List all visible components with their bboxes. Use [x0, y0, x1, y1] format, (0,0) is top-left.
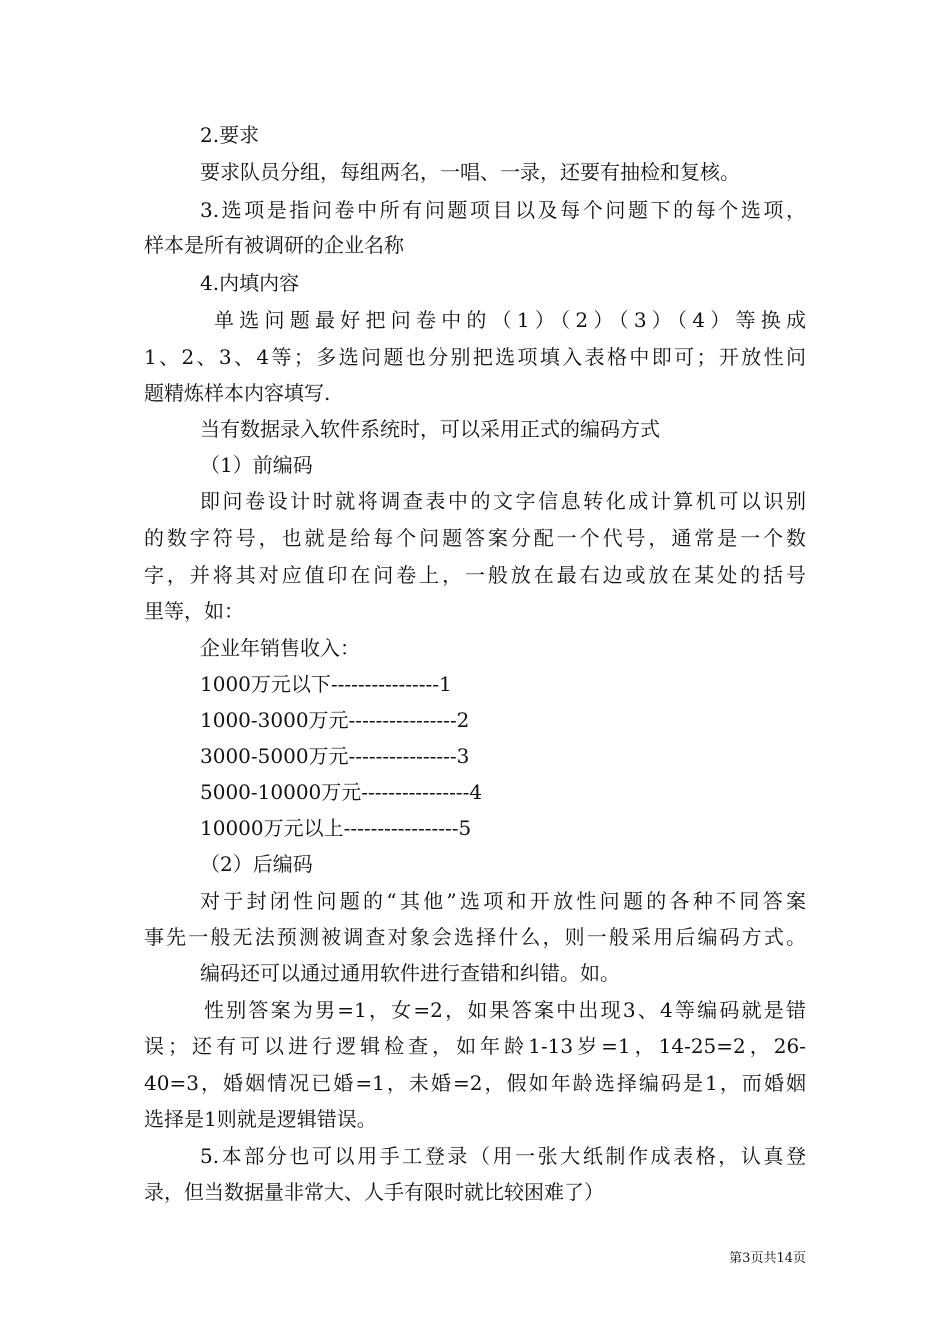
subsection-heading: （1）前编码: [200, 453, 313, 477]
code-option-line: 10000万元以上-----------------5: [200, 816, 472, 840]
subsection-heading: （2）后编码: [200, 852, 313, 876]
text-line: 题精炼样本内容填写.: [144, 381, 331, 405]
text-line: 当有数据录入软件系统时，可以采用正式的编码方式: [200, 417, 660, 441]
text-line: 事先一般无法预测被调查对象会选择什么，则一般采用后编码方式。: [144, 925, 806, 949]
code-option-line: 5000-10000万元----------------4: [200, 780, 483, 804]
code-option-line: 1000-3000万元----------------2: [200, 708, 470, 732]
text-line: 录，但当数据量非常大、人手有限时就比较困难了）: [144, 1180, 604, 1204]
text-line: 要求队员分组，每组两名，一唱、一录，还要有抽检和复核。: [200, 160, 740, 184]
text-line: 性别答案为男=1，女=2，如果答案中出现3、4等编码就是错: [204, 998, 806, 1022]
code-option-line: 3000-5000万元----------------3: [200, 744, 470, 768]
text-line: 1、2、3、4等；多选问题也分别把选项填入表格中即可；开放性问: [144, 345, 806, 369]
text-line: 企业年销售收入：: [200, 636, 360, 660]
text-line: 40=3，婚姻情况已婚=1，未婚=2，假如年龄选择编码是1，而婚姻: [144, 1071, 806, 1095]
text-line: 编码还可以通过通用软件进行查错和纠错。如。: [200, 961, 620, 985]
text-line: 样本是所有被调研的企业名称: [144, 233, 404, 257]
text-line: 5.本部分也可以用手工登录（用一张大纸制作成表格，认真登: [200, 1144, 806, 1168]
text-line: 即问卷设计时就将调查表中的文字信息转化成计算机可以识别: [200, 489, 806, 513]
text-line: 单选问题最好把问卷中的（1）（2）（3）（4）等换成: [214, 308, 806, 332]
text-line: 选择是1则就是逻辑错误。: [144, 1107, 377, 1131]
text-line: 里等，如：: [144, 599, 244, 623]
text-line: 字，并将其对应值印在问卷上，一般放在最右边或放在某处的括号: [144, 563, 806, 587]
page-number-footer: 第3页共14页: [729, 1251, 806, 1266]
text-line: 的数字符号，也就是给每个问题答案分配一个代号，通常是一个数: [144, 526, 806, 550]
code-option-line: 1000万元以下----------------1: [200, 672, 452, 696]
text-line: 对于封闭性问题的“其他”选项和开放性问题的各种不同答案: [200, 889, 806, 913]
text-line: 2.要求: [200, 123, 260, 147]
text-line: 误；还有可以进行逻辑检查，如年龄1-13岁=1，14-25=2，26-: [144, 1034, 806, 1058]
section-heading: 4.内填内容: [200, 271, 300, 295]
text-line: 3.选项是指问卷中所有问题项目以及每个问题下的每个选项，: [200, 198, 806, 222]
